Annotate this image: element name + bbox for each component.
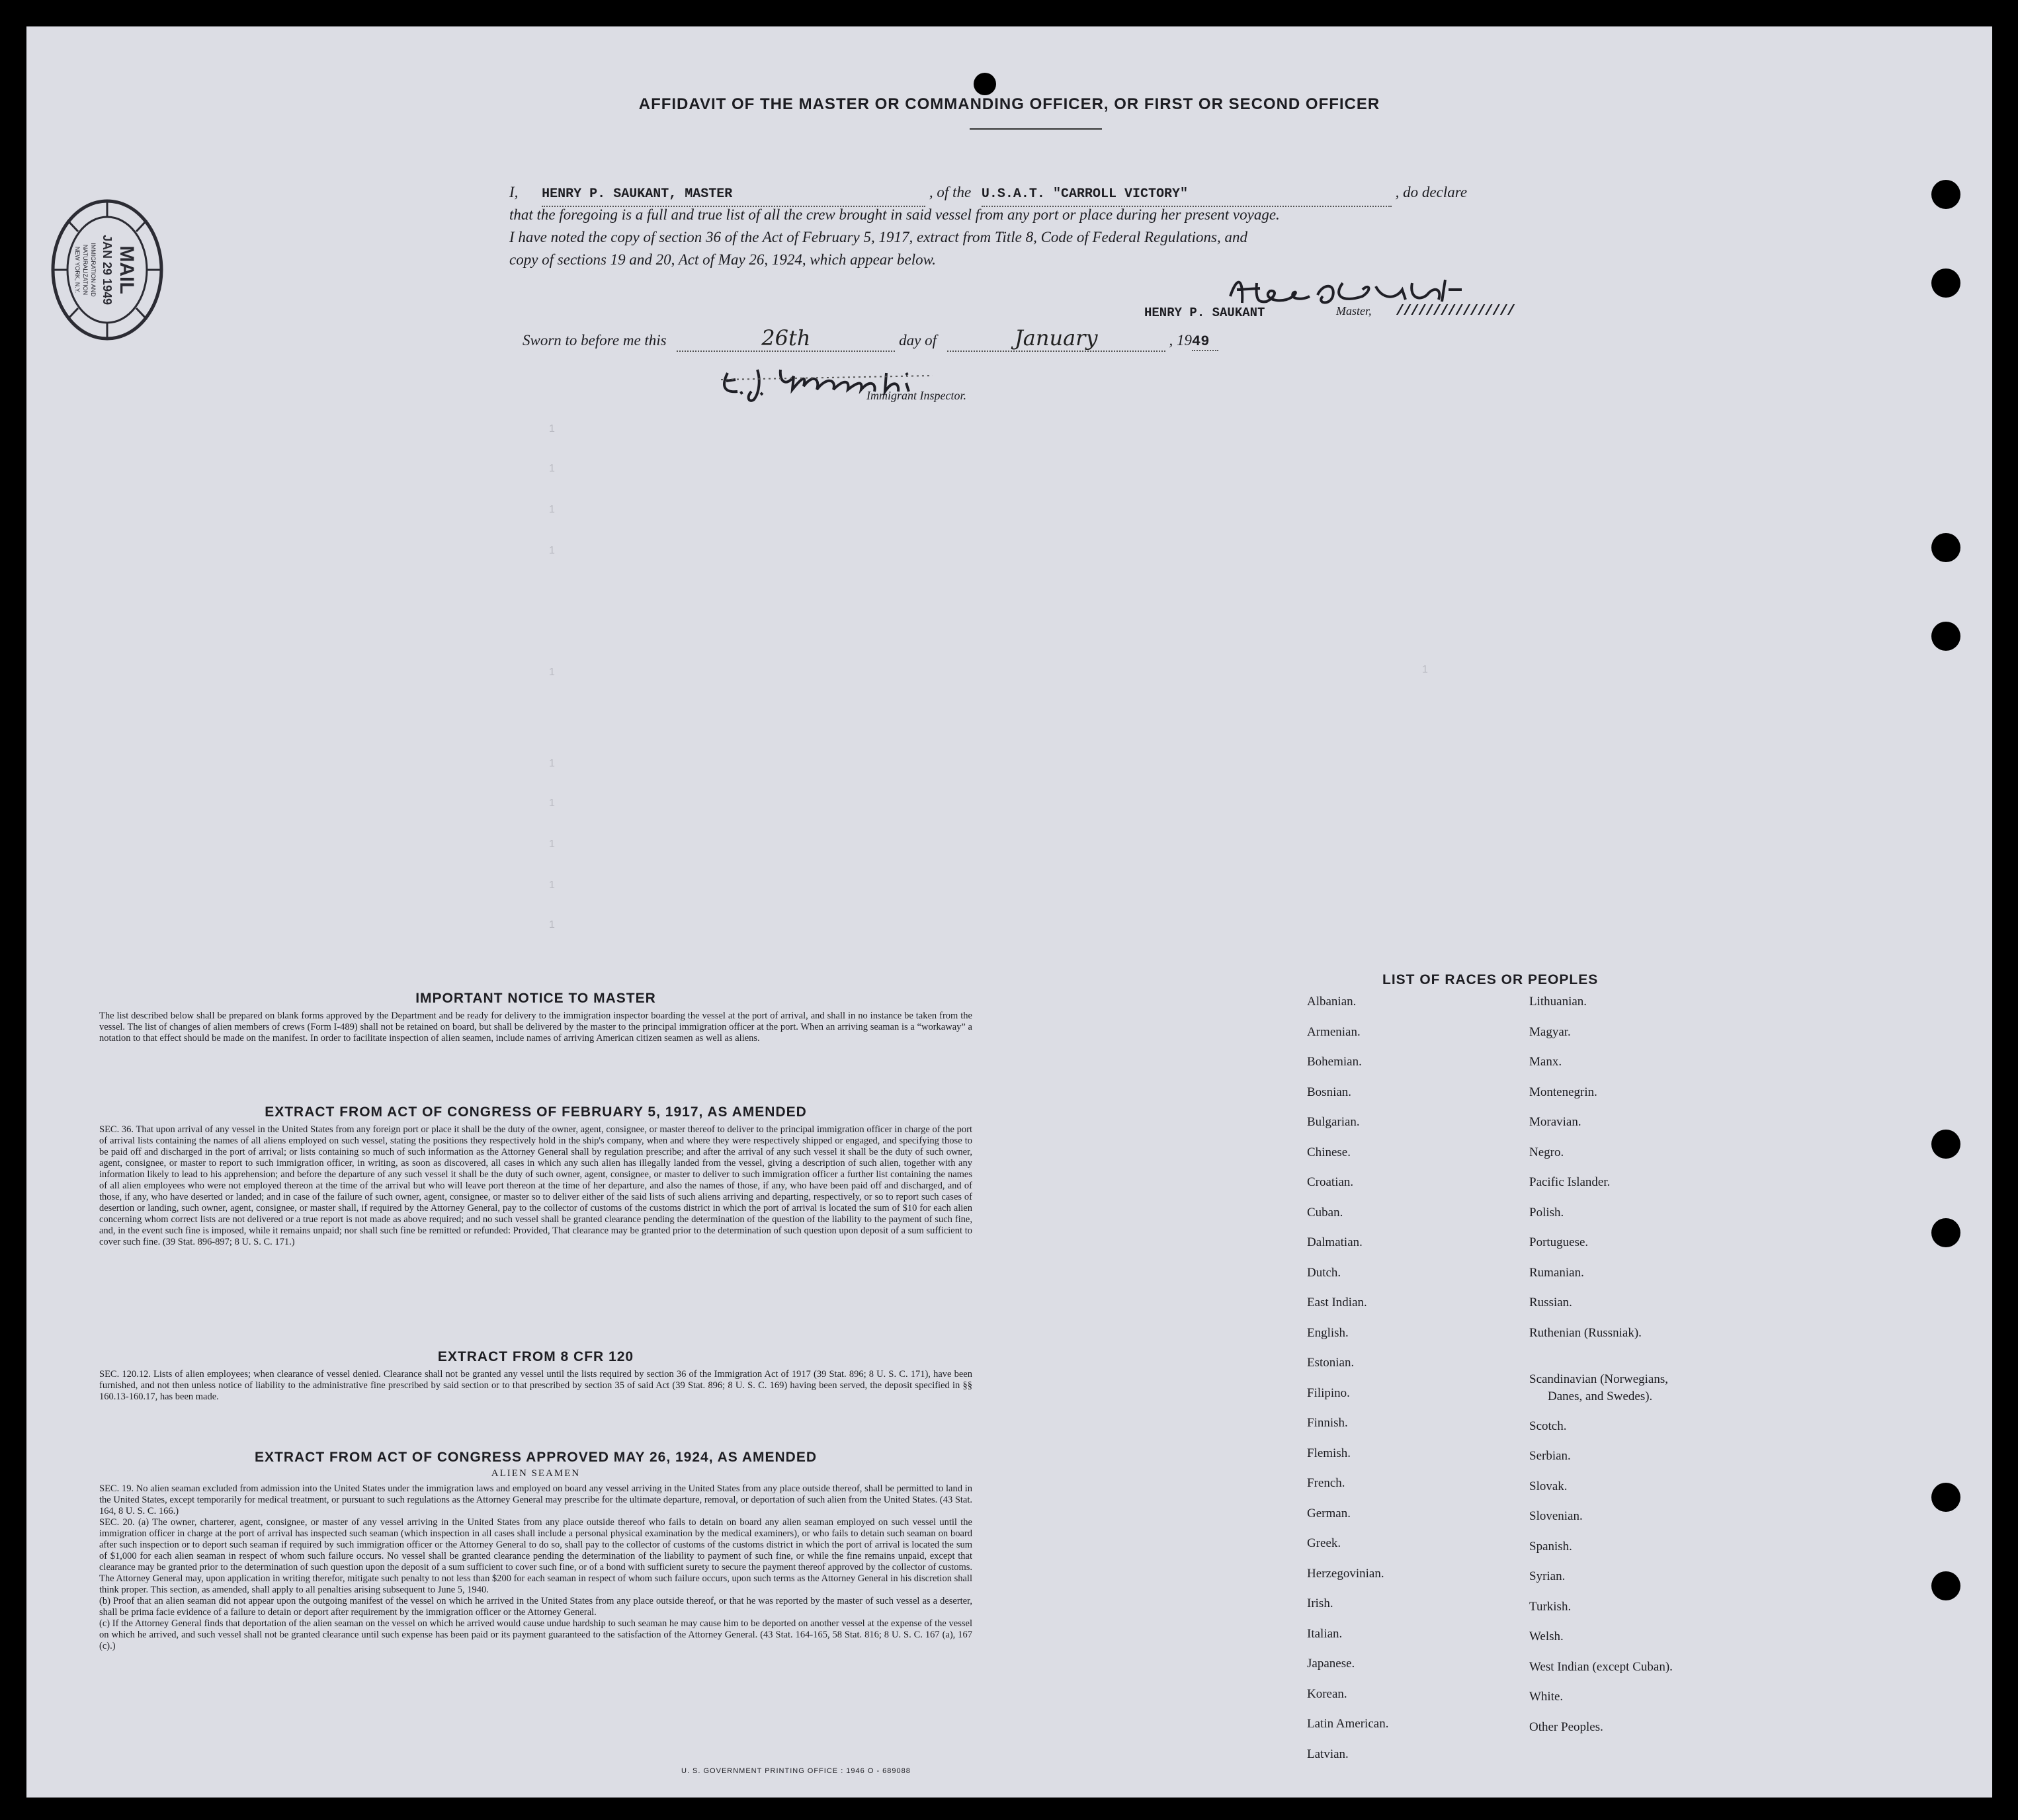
master-signature [1144,270,1581,329]
binder-hole [1931,269,1960,298]
race-item: Korean. [1307,1686,1347,1701]
race-item: Turkish. [1529,1599,1572,1614]
bleed-mark: 1 [549,798,555,809]
binder-hole [1931,622,1960,651]
document-page [26,26,1992,1798]
sworn-month-value: January [1014,325,1098,351]
decl-line-3: I have noted the copy of section 36 of the Act of February 5, 1917, extract from Title 8, Code of Federal Regulations, and [509,229,1247,245]
extract-1917-section [99,1104,972,1248]
race-item: Bosnian. [1307,1085,1352,1099]
race-item: Russian. [1529,1296,1572,1309]
race-item: Magyar. [1529,1024,1571,1039]
sworn-day-field [677,325,895,352]
bleed-mark: 1 [549,667,555,678]
race-item: Moravian. [1529,1115,1581,1129]
stamp-text-date: JAN 29 1949 [101,234,114,306]
sworn-month-field [947,325,1165,352]
decl-prefix: I, [509,184,519,200]
inspector-label: Immigrant Inspector. [866,389,966,402]
vessel-name-value: U.S.A.T. "CARROLL VICTORY" [981,186,1188,202]
bleed-mark: 1 [549,463,555,474]
race-item: German. [1307,1506,1351,1520]
races-title: LIST OF RACES OR PEOPLES [1382,972,1599,987]
extract-cfr-title: EXTRACT FROM 8 CFR 120 [437,1349,634,1364]
master-typed-name: HENRY P. SAUKANT [1144,306,1265,320]
race-item: Dutch. [1307,1265,1341,1280]
race-item: Bohemian. [1307,1055,1362,1069]
extract-1924-subtitle: ALIEN SEAMEN [491,1468,581,1479]
stamp-text-agency-2: NATURALIZATION [82,244,89,296]
race-item: Other Peoples. [1529,1719,1603,1734]
race-item: White. [1529,1690,1564,1704]
race-item: Latvian. [1307,1747,1349,1761]
race-item: Bulgarian. [1307,1115,1360,1129]
race-item: Irish. [1307,1596,1333,1610]
race-item: Negro. [1529,1145,1564,1159]
notice-section [99,991,972,1044]
race-item: Welsh. [1529,1630,1564,1644]
binder-hole [1931,1571,1960,1600]
race-item: Ruthenian (Russniak). [1529,1325,1642,1340]
race-item: Flemish. [1307,1446,1351,1460]
race-item: Chinese. [1307,1145,1351,1159]
race-item: Rumanian. [1529,1265,1584,1280]
binder-hole [1931,1130,1960,1159]
sworn-year-prefix: , 19 [1169,332,1192,349]
bleed-mark: 1 [549,504,555,515]
bleed-mark: 1 [549,839,555,850]
race-item: Montenegrin. [1529,1085,1597,1099]
stamp-text-agency: IMMIGRATION AND [90,243,97,297]
binder-hole [1931,1483,1960,1512]
extract-cfr-body: SEC. 120.12. Lists of alien employees; when clearance of vessel denied. Clearance shall not be granted any vessel until the lists required by section 36 of the Immigration Act of 1917 (39 Stat. 896; 8 U. S. C. 171), have been furnished, and not then unless notice of liability to the administrative fine prescribed by said section or to that prescribed by section 35 of said Act (39 Stat. 896; 8 U. S. C. 169) having been served, the deposit specified in §§ 160.13-160.17, has been made. [99,1369,972,1402]
race-item: Syrian. [1529,1569,1566,1584]
race-item: Portuguese. [1529,1235,1589,1249]
binder-hole [1931,180,1960,209]
race-item: Pacific Islander. [1529,1175,1611,1189]
extract-1917-body: SEC. 36. That upon arrival of any vessel in the United States from any foreign port or place it shall be the duty of the owner, agent, consignee, or master thereof to deliver to the principal immigration officer in charge of the port of arrival lists containing the names of all aliens employed on such vessel, stating the positions they respectively hold in the ship's company, when and where they were respectively shipped or engaged, and specifying those to be paid off and discharged in the port of arrival; or lists containing so much of such information as the Attorney General shall by regulation prescribe; and after the arrival of any such vessel it shall be the duty of such owner, agent, consignee, or master to report to such immigration officer, in writing, as soon as discovered, all cases in which any such alien has illegally landed from the vessel, giving a description of such alien, together with any information likely to lead to his apprehension; and before the departure of any such vessel it shall be the duty of such owner, agent, consignee, or master to deliver to such immigration officer a further list containing the names of all alien employees who were not employed thereon at the time of the arrival but who will leave port thereon at the time of her departure, and also the names of those, if any, who have been paid off and discharged, and of those, if any, who have deserted or landed; and in case of the failure of such owner, agent, consignee, or master so to deliver either of the said lists of such aliens arriving and departing, respectively, or so to report such cases of desertion or landing, such owner, agent, consignee, or master shall, if required by the Attorney General, pay to the collector of customs of the customs district in which the port of arrival is located the sum of $10 for each alien concerning whom correct lists are not delivered or a true report is not made as above required; and no such vessel shall be granted clearance pending the determination of the question of the liability to the payment of such fine, and, in the event such fine is imposed, while it remains unpaid; nor shall such fine be remitted or refunded: Provided, That clearance may be granted prior to the determination of such question upon deposit of a sum sufficient to cover such fine. (39 Stat. 896-897; 8 U. S. C. 171.) [99,1124,972,1247]
race-item: French. [1307,1476,1345,1490]
race-item: West Indian (except Cuban). [1529,1659,1673,1674]
master-name-value: HENRY P. SAUKANT, MASTER [542,186,733,202]
mail-receipt-stamp [48,197,167,343]
race-item: Cuban. [1307,1205,1343,1220]
race-item: Herzegovinian. [1307,1566,1384,1581]
race-item: Slovenian. [1529,1509,1583,1524]
sworn-year-value: 49 [1192,333,1210,350]
bleed-mark: 1 [549,423,555,434]
race-item: Estonian. [1307,1356,1355,1370]
extract-cfr-section [99,1349,972,1403]
bleed-mark: 1 [549,880,555,891]
race-item: Greek. [1307,1536,1341,1550]
sworn-prefix: Sworn to before me this [523,332,667,349]
printing-office-imprint: U. S. GOVERNMENT PRINTING OFFICE : 1946 O - 689088 [681,1767,911,1775]
master-struck-text: //////////////// [1396,303,1515,319]
race-item: Spanish. [1529,1539,1572,1553]
decl-line-2: that the foregoing is a full and true list of all the crew brought in said vessel from any port or place during her present voyage. [509,206,1280,223]
extract-1924-sec20b: (b) Proof that an alien seaman did not appear upon the outgoing manifest of the vessel on which he arrived in the United States from any place outside thereof, or that he was reported by the master of such vessel as a deserter, shall be prima facie evidence of a failure to detain or deport after requirement by the immigration officer or the Attorney General. [99,1596,972,1618]
race-item: Croatian. [1307,1175,1354,1189]
race-item: Filipino. [1307,1386,1350,1400]
extract-1924-sec20a: SEC. 20. (a) The owner, charterer, agent, consignee, or master of any vessel arriving in the United States from any place outside thereof who fails to detain on board any alien seaman employed on such vessel until the immigration officer in charge at the port of arrival has inspected such seaman (which inspection in all cases shall include a personal physical examination by the medical examiners), or who fails to detain such seaman on board after such inspection or to deport such seaman if required by such immigration officer or the Attorney General to do so, shall pay to the collector of customs of the customs district in which the port of arrival is located the sum of $1,000 for each alien seaman in respect of whom such failure occurs. No vessel shall be granted clearance pending the determination of the liability to payment of such fine, or while the fine remains unpaid, except that clearance may be granted prior to the determination of such question upon the deposit of a sum sufficient to cover such fine, or of a bond with sufficient surety to secure the payment thereof approved by the collector of customs. The Attorney General may, upon application in writing therefor, mitigate such penalty to not less than $200 for each seaman in respect of whom such failure occurs, upon such terms as the Attorney General in his discretion shall think proper. This section, as amended, shall apply to all penalties arising subsequent to June 5, 1940. [99,1517,972,1595]
affidavit-title: AFFIDAVIT OF THE MASTER OR COMMANDING OFFICER, OR FIRST OR SECOND OFFICER [638,95,1380,113]
sworn-year-field [1192,332,1218,351]
race-item: Scandinavian (Norwegians, [1529,1372,1668,1387]
race-item: English. [1307,1325,1349,1340]
extract-1924-section [99,1450,972,1652]
extract-1924-sec19: SEC. 19. No alien seaman excluded from admission into the United States under the immigration laws and employed on board any vessel arriving in the United States from any place outside thereof, shall be permitted to land in the United States, except temporarily for medical treatment, or pursuant to such regulations as the Attorney General may prescribe for the ultimate departure, removal, or deportation of such alien from the United States. (43 Stat. 164, 8 U. S. C. 166.) [99,1483,972,1516]
extract-1924-title: EXTRACT FROM ACT OF CONGRESS APPROVED MAY 26, 1924, AS AMENDED [254,1450,818,1465]
sworn-mid: day of [899,332,937,349]
race-item: Serbian. [1529,1449,1571,1464]
notice-title: IMPORTANT NOTICE TO MASTER [415,991,656,1006]
race-item: Danes, and Swedes). [1548,1389,1653,1404]
sworn-day-value: 26th [761,325,811,351]
punch-mark [974,73,996,95]
race-item: Latin American. [1307,1717,1389,1731]
decl-line-4: copy of sections 19 and 20, Act of May 26, 1924, which appear below. [509,251,936,268]
sworn-line [523,325,1218,352]
race-item: Slovak. [1529,1479,1568,1493]
binder-hole [1931,1218,1960,1247]
race-item: East Indian. [1307,1296,1367,1309]
stamp-text-city: NEW YORK, N.Y. [74,246,81,294]
race-item: Dalmatian. [1307,1235,1363,1249]
master-label: Master, [1336,304,1372,317]
race-item: Manx. [1529,1055,1562,1069]
race-item: Albanian. [1307,995,1357,1009]
race-item: Scotch. [1529,1419,1567,1433]
bleed-mark: 1 [549,545,555,556]
binder-hole [1931,533,1960,562]
race-item: Armenian. [1307,1024,1361,1039]
race-item: Japanese. [1307,1657,1355,1671]
race-item: Finnish. [1307,1416,1348,1430]
stamp-text-mail: MAIL [116,245,138,294]
race-item: Polish. [1529,1205,1564,1220]
extract-1924-sec20c: (c) If the Attorney General finds that deportation of the alien seaman on the vessel on which he arrived would cause undue hardship to such seaman he may cause him to be deported on another vessel at the expense of the vessel on which he arrived, and such vessel shall not be granted clearance until such expense has been paid or its payment guaranteed to the satisfaction of the Attorney General. (43 Stat. 164-165, 58 Stat. 816; 8 U. S. C. 167 (a), 167 (c).) [99,1618,972,1651]
decl-suffix: , do declare [1395,184,1468,200]
race-item: Italian. [1307,1626,1343,1641]
bleed-mark: 1 [1422,664,1428,675]
decl-mid: , of the [929,184,972,200]
notice-body: The list described below shall be prepared on blank forms approved by the Department and be ready for delivery to the immigration inspector boarding the vessel at the port of arrival, and shall in no instance be taken from the vessel. The list of changes of alien members of crews (Form I-489) shall not be retained on board, but shall be delivered by the master to the principal immigration officer at the port. When an arriving seaman is a “workaway” a notation to that effect should be made on the manifest. In order to facilitate inspection of alien seamen, include names of arriving American citizen seamen as well as aliens. [99,1011,972,1044]
bleed-mark: 1 [549,758,555,769]
bleed-mark: 1 [549,919,555,931]
extract-1917-title: EXTRACT FROM ACT OF CONGRESS OF FEBRUARY 5, 1917, AS AMENDED [265,1104,807,1120]
race-item: Lithuanian. [1529,995,1587,1009]
title-rule [970,128,1102,130]
